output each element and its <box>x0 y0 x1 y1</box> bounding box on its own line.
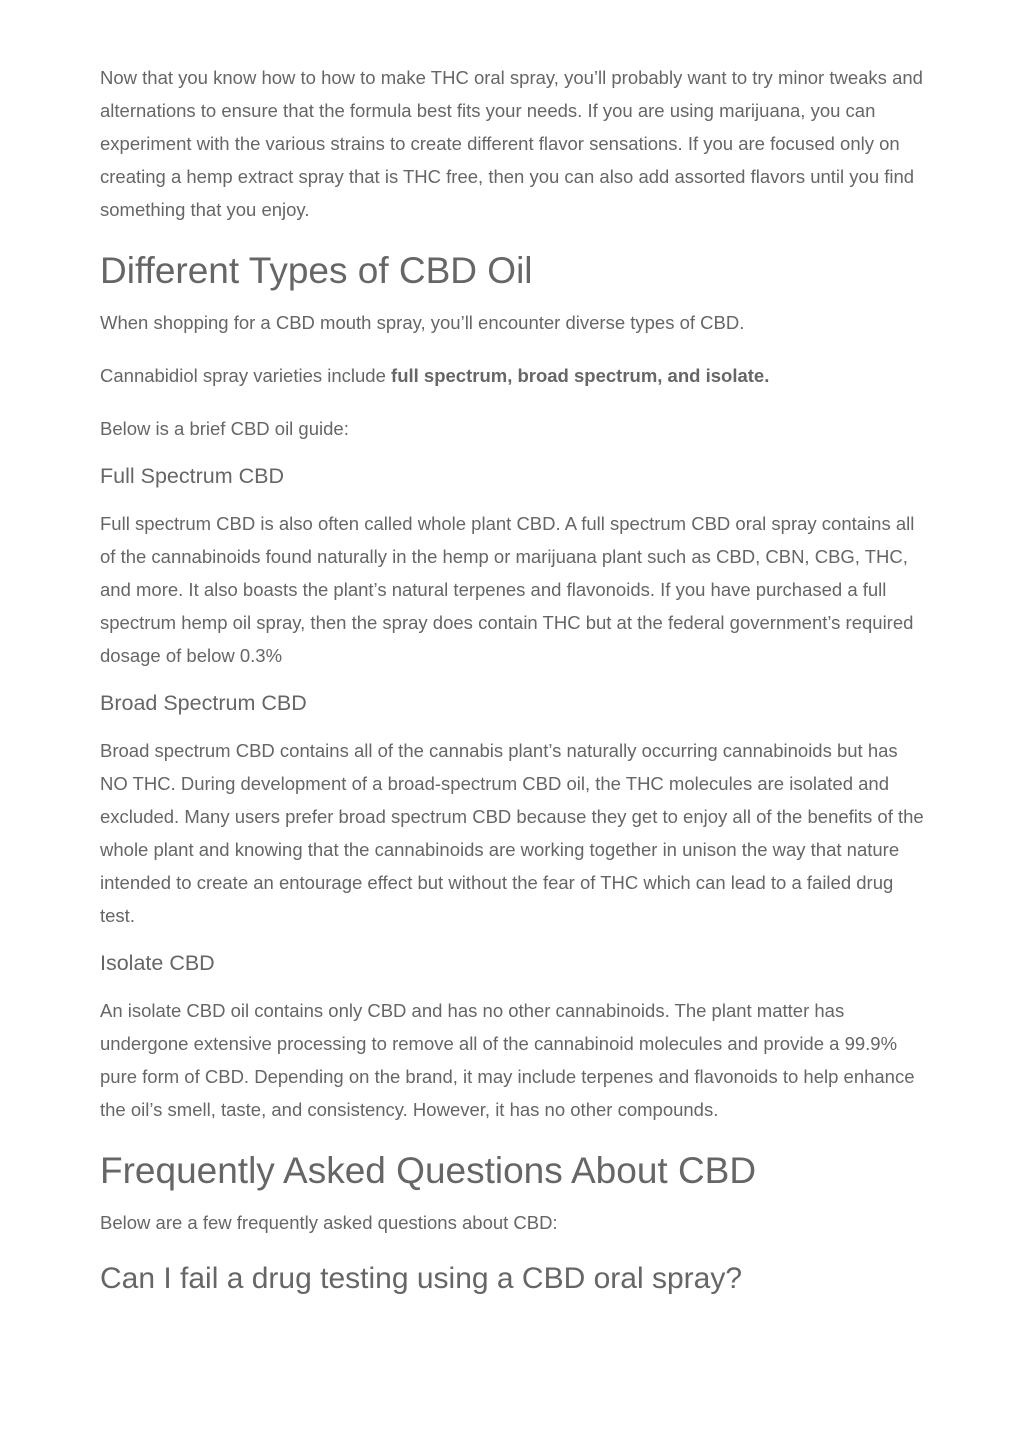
subheading-broad-spectrum: Broad Spectrum CBD <box>100 691 307 715</box>
broad-spectrum-paragraph: Broad spectrum CBD contains all of the cannabis plant’s naturally occurring cannabinoids but has NO THC. During development of a broad-spectrum CBD oil, the THC molecules are isolated and excluded. Many users prefer broad spectrum CBD because they get to enjoy all of the benefits of the whole plant and knowing that the cannabinoids are working together in unison the way that nature intended to create an entourage effect but without the fear of THC which can lead to a failed drug test. <box>100 740 924 926</box>
intro-paragraph: Now that you know how to how to make THC oral spray, you’ll probably want to try minor tweaks and alternations to ensure that the formula best fits your needs. If you are using marijuana, you can experiment with the various strains to create different flavor sensations. If you are focused only on creating a hemp extract spray that is THC free, then you can also add assorted flavors until you find something that you enjoy. <box>100 67 923 220</box>
faq-intro-paragraph: Below are a few frequently asked questions about CBD: <box>100 1212 558 1233</box>
subheading-full-spectrum: Full Spectrum CBD <box>100 464 284 488</box>
types-paragraph-varieties <box>100 359 930 392</box>
section-heading-faq: Frequently Asked Questions About CBD <box>100 1150 757 1191</box>
faq-question-heading: Can I fail a drug testing using a CBD oral spray? <box>100 1262 742 1295</box>
varieties-prefix: Cannabidiol spray varieties include <box>100 365 392 386</box>
types-paragraph-shopping: When shopping for a CBD mouth spray, you’ll encounter diverse types of CBD. <box>100 312 745 333</box>
full-spectrum-paragraph: Full spectrum CBD is also often called whole plant CBD. A full spectrum CBD oral spray contains all of the cannabinoids found naturally in the hemp or marijuana plant such as CBD, CBN, CBG, THC, and more. It also boasts the plant’s natural terpenes and flavonoids. If you have purchased a full spectrum hemp oil spray, then the spray does contain THC but at the federal government’s required dosage of below 0.3% <box>100 513 915 666</box>
section-heading-types: Different Types of CBD Oil <box>100 250 533 291</box>
varieties-bold: full spectrum, broad spectrum, and isolate. <box>391 365 770 386</box>
isolate-paragraph: An isolate CBD oil contains only CBD and has no other cannabinoids. The plant matter has undergone extensive processing to remove all of the cannabinoid molecules and provide a 99.9% pure form of CBD. Depending on the brand, it may include terpenes and flavonoids to help enhance the oil’s smell, taste, and consistency. However, it has no other compounds. <box>100 1000 915 1120</box>
subheading-isolate: Isolate CBD <box>100 951 215 975</box>
article-body <box>100 61 930 1299</box>
types-paragraph-guide: Below is a brief CBD oil guide: <box>100 418 349 439</box>
